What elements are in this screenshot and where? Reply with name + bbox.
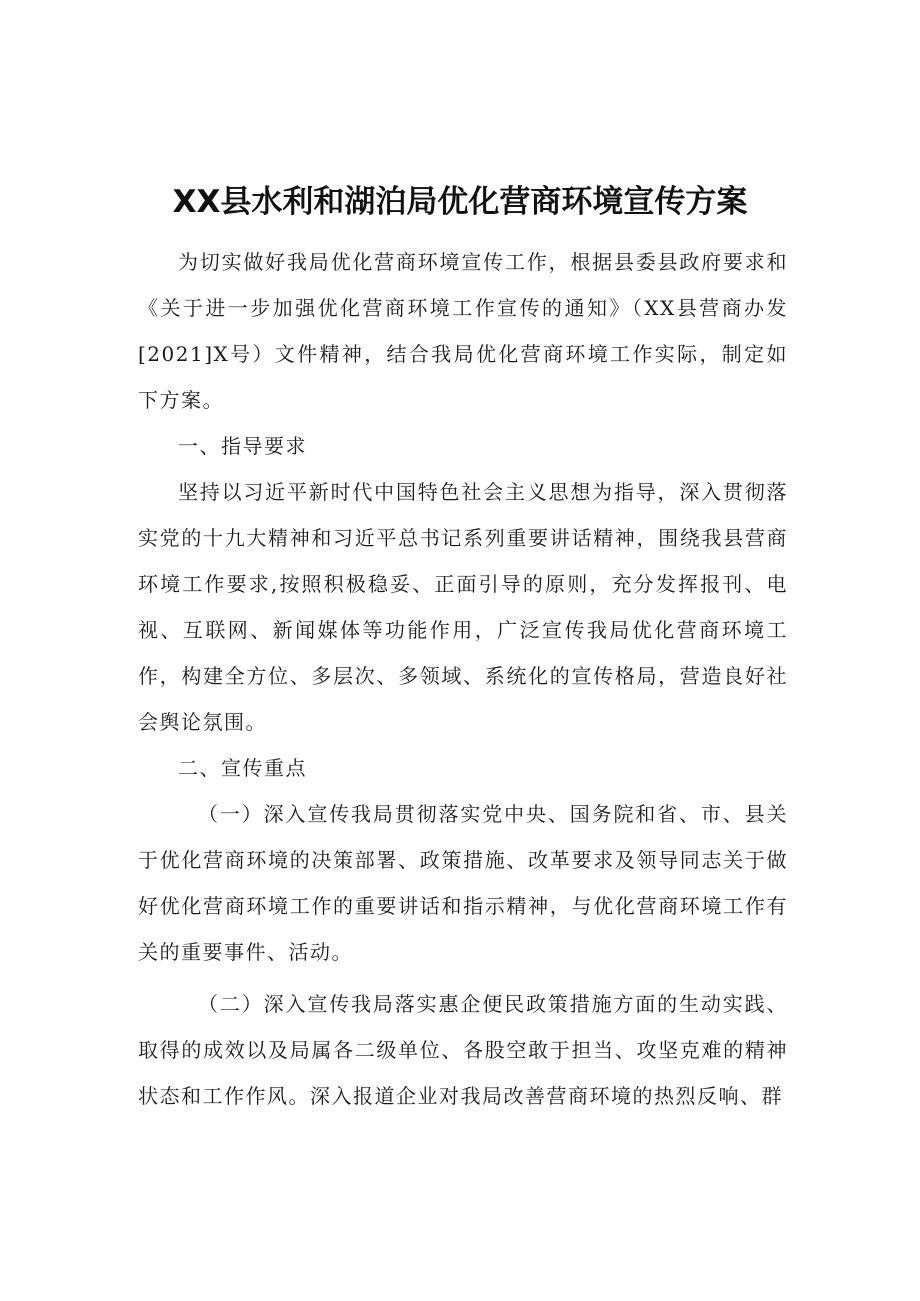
document-body: [138, 239, 788, 1119]
section-heading-guidance: 一、指导要求: [178, 434, 307, 458]
document-title: XX县水利和湖泊局优化营商环境宣传方案: [172, 184, 748, 220]
focus-item-1: （一）深入宣传我局贯彻落实党中央、国务院和省、市、县关于优化营商环境的决策部署、政策措施、改革要求及领导同志关于做好优化营商环境工作的重要讲话和指示精神，与优化营商环境工作有关的重要事件、活动。: [138, 802, 788, 964]
intro-paragraph: 为切实做好我局优化营商环境宣传工作，根据县委县政府要求和《关于进一步加强优化营商环境工作宣传的通知》（XX县营商办发[2021]X号）文件精神，结合我局优化营商环境工作实际，制定如下方案。: [138, 250, 788, 412]
focus-item-2: （二）深入宣传我局落实惠企便民政策措施方面的生动实践、取得的成效以及局属各二级单位、各股空敢于担当、攻坚克难的精神状态和工作作风。深入报道企业对我局改善营商环境的热烈反响、群: [138, 992, 788, 1108]
section-heading-focus: 二、宣传重点: [178, 756, 307, 780]
guidance-paragraph: 坚持以习近平新时代中国特色社会主义思想为指导，深入贯彻落实党的十九大精神和习近平总书记系列重要讲话精神，围绕我县营商环境工作要求,按照积极稳妥、正面引导的原则，充分发挥报刊、电视、互联网、新闻媒体等功能作用，广泛宣传我局优化营商环境工作，构建全方位、多层次、多领域、系统化的宣传格局，营造良好社会舆论氛围。: [138, 480, 788, 734]
